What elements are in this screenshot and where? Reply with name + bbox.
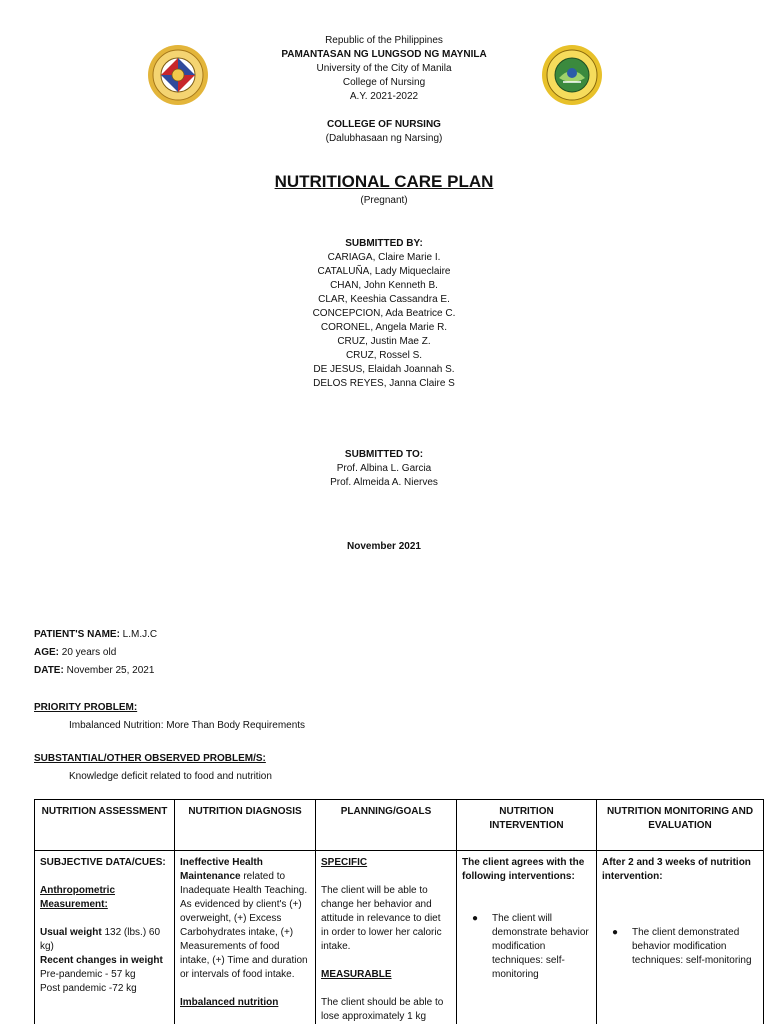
submitted-by-label: SUBMITTED BY: xyxy=(345,238,423,249)
list-item xyxy=(462,912,591,982)
list-item xyxy=(602,926,758,968)
anthropometric-heading: Anthropometric Measurement: xyxy=(40,885,115,910)
submitter-name: CONCEPCION, Ada Beatrice C. xyxy=(312,308,456,319)
patient-name: L.M.J.C xyxy=(119,629,158,640)
submitter-name: CRUZ, Justin Mae Z. xyxy=(337,336,431,347)
other-problems-label: SUBSTANTIAL/OTHER OBSERVED PROBLEM/S: xyxy=(34,753,266,764)
submitter-name: CLAR, Keeshia Cassandra E. xyxy=(318,294,450,305)
submitted-to-label: SUBMITTED TO: xyxy=(344,449,424,460)
column-header: NUTRITION DIAGNOSIS xyxy=(175,800,316,851)
priority-problem xyxy=(34,699,734,735)
letterhead xyxy=(0,34,768,104)
priority-problem-text: Imbalanced Nutrition: More Than Body Requirements xyxy=(69,720,306,731)
patient-age: 20 years old xyxy=(59,647,117,658)
column-header: NUTRITION MONITORING AND EVALUATION xyxy=(597,800,764,851)
submitter-name: CRUZ, Rossel S. xyxy=(345,350,423,361)
bullet-icon: ● xyxy=(471,913,479,924)
date-label: DATE: xyxy=(34,665,64,676)
professor-name: Prof. Albina L. Garcia xyxy=(336,463,432,474)
planning-cell xyxy=(316,851,457,1024)
college-block xyxy=(0,118,768,146)
college-name: College of Nursing xyxy=(342,77,426,88)
patient-date: November 25, 2021 xyxy=(63,665,155,676)
submission-date: November 2021 xyxy=(347,541,421,552)
submitter-name: CARIAGA, Claire Marie I. xyxy=(327,252,441,263)
patient-name-label: PATIENT'S NAME: xyxy=(34,629,120,640)
title-block xyxy=(0,172,768,208)
monitoring-cell xyxy=(597,851,764,1024)
care-plan-table xyxy=(34,799,764,1024)
column-header: NUTRITION ASSESSMENT xyxy=(35,800,175,851)
document-title: NUTRITIONAL CARE PLAN xyxy=(274,172,494,191)
submitter-name: DE JESUS, Elaidah Joannah S. xyxy=(313,364,455,375)
bullet-icon: ● xyxy=(611,927,619,938)
table-row xyxy=(35,851,764,1024)
usual-weight-value: 132 (lbs.) 60 kg) xyxy=(40,927,161,952)
university-name-english: University of the City of Manila xyxy=(316,63,452,74)
priority-problem-label: PRIORITY PROBLEM: xyxy=(34,702,138,713)
age-label: AGE: xyxy=(34,647,59,658)
submitter-name: CORONEL, Angela Marie R. xyxy=(320,322,448,333)
column-header: PLANNING/GOALS xyxy=(316,800,457,851)
academic-year: A.Y. 2021-2022 xyxy=(349,91,419,102)
university-name-filipino: PAMANTASAN NG LUNGSOD NG MAYNILA xyxy=(281,49,487,60)
patient-info xyxy=(34,626,157,680)
college-caps: COLLEGE OF NURSING xyxy=(327,119,441,130)
intervention-intro: The client agrees with the following interventions: xyxy=(462,857,585,882)
submitter-name: CATALUÑA, Lady Miqueclaire xyxy=(317,266,451,277)
post-pandemic-weight: Post pandemic -72 kg xyxy=(40,983,137,994)
professor-name: Prof. Almeida A. Nierves xyxy=(330,477,438,488)
diagnosis-text: related to Inadequate Health Teaching. As evidenced by client's (+) overweight, (+) Excess Carbohydrates intake, (+) Measurements of food intake, (+) Time and duration or intervals of food intake. xyxy=(180,871,308,980)
column-header: NUTRITION INTERVENTION xyxy=(457,800,597,851)
monitoring-intro: After 2 and 3 weeks of nutrition intervention: xyxy=(602,857,751,882)
intervention-bullet: The client will demonstrate behavior modification techniques: self-monitoring xyxy=(492,913,589,980)
usual-weight-label: Usual weight xyxy=(40,927,102,938)
measurable-text: The client should be able to lose approximately 1 kg xyxy=(321,997,444,1022)
submitted-by-block xyxy=(0,237,768,391)
submitted-to-block xyxy=(0,448,768,490)
diagnosis-cell xyxy=(175,851,316,1024)
diagnosis-next: Imbalanced nutrition xyxy=(180,997,279,1008)
other-problems-text: Knowledge deficit related to food and nutrition xyxy=(69,771,272,782)
measurable-heading: MEASURABLE xyxy=(321,969,392,980)
subjective-heading: SUBJECTIVE DATA/CUES: xyxy=(40,857,166,868)
college-filipino: (Dalubhasaan ng Narsing) xyxy=(325,133,443,144)
document-subtitle: (Pregnant) xyxy=(360,195,408,206)
pre-pandemic-weight: Pre-pandemic - 57 kg xyxy=(40,969,136,980)
diagnosis-bold: Ineffective Health Maintenance xyxy=(180,857,263,882)
recent-changes-label: Recent changes in weight xyxy=(40,955,163,966)
submitter-name: CHAN, John Kenneth B. xyxy=(330,280,438,291)
specific-text: The client will be able to change her behavior and attitude in relevance to diet in order to lower her caloric intake. xyxy=(321,885,442,952)
intervention-cell xyxy=(457,851,597,1024)
republic-line: Republic of the Philippines xyxy=(325,35,443,46)
other-problems xyxy=(34,750,734,786)
table-header-row xyxy=(35,800,764,851)
specific-heading: SPECIFIC xyxy=(321,857,368,868)
assessment-cell xyxy=(35,851,175,1024)
monitoring-bullet: The client demonstrated behavior modification techniques: self-monitoring xyxy=(632,927,752,966)
submitter-name: DELOS REYES, Janna Claire S xyxy=(313,378,455,389)
